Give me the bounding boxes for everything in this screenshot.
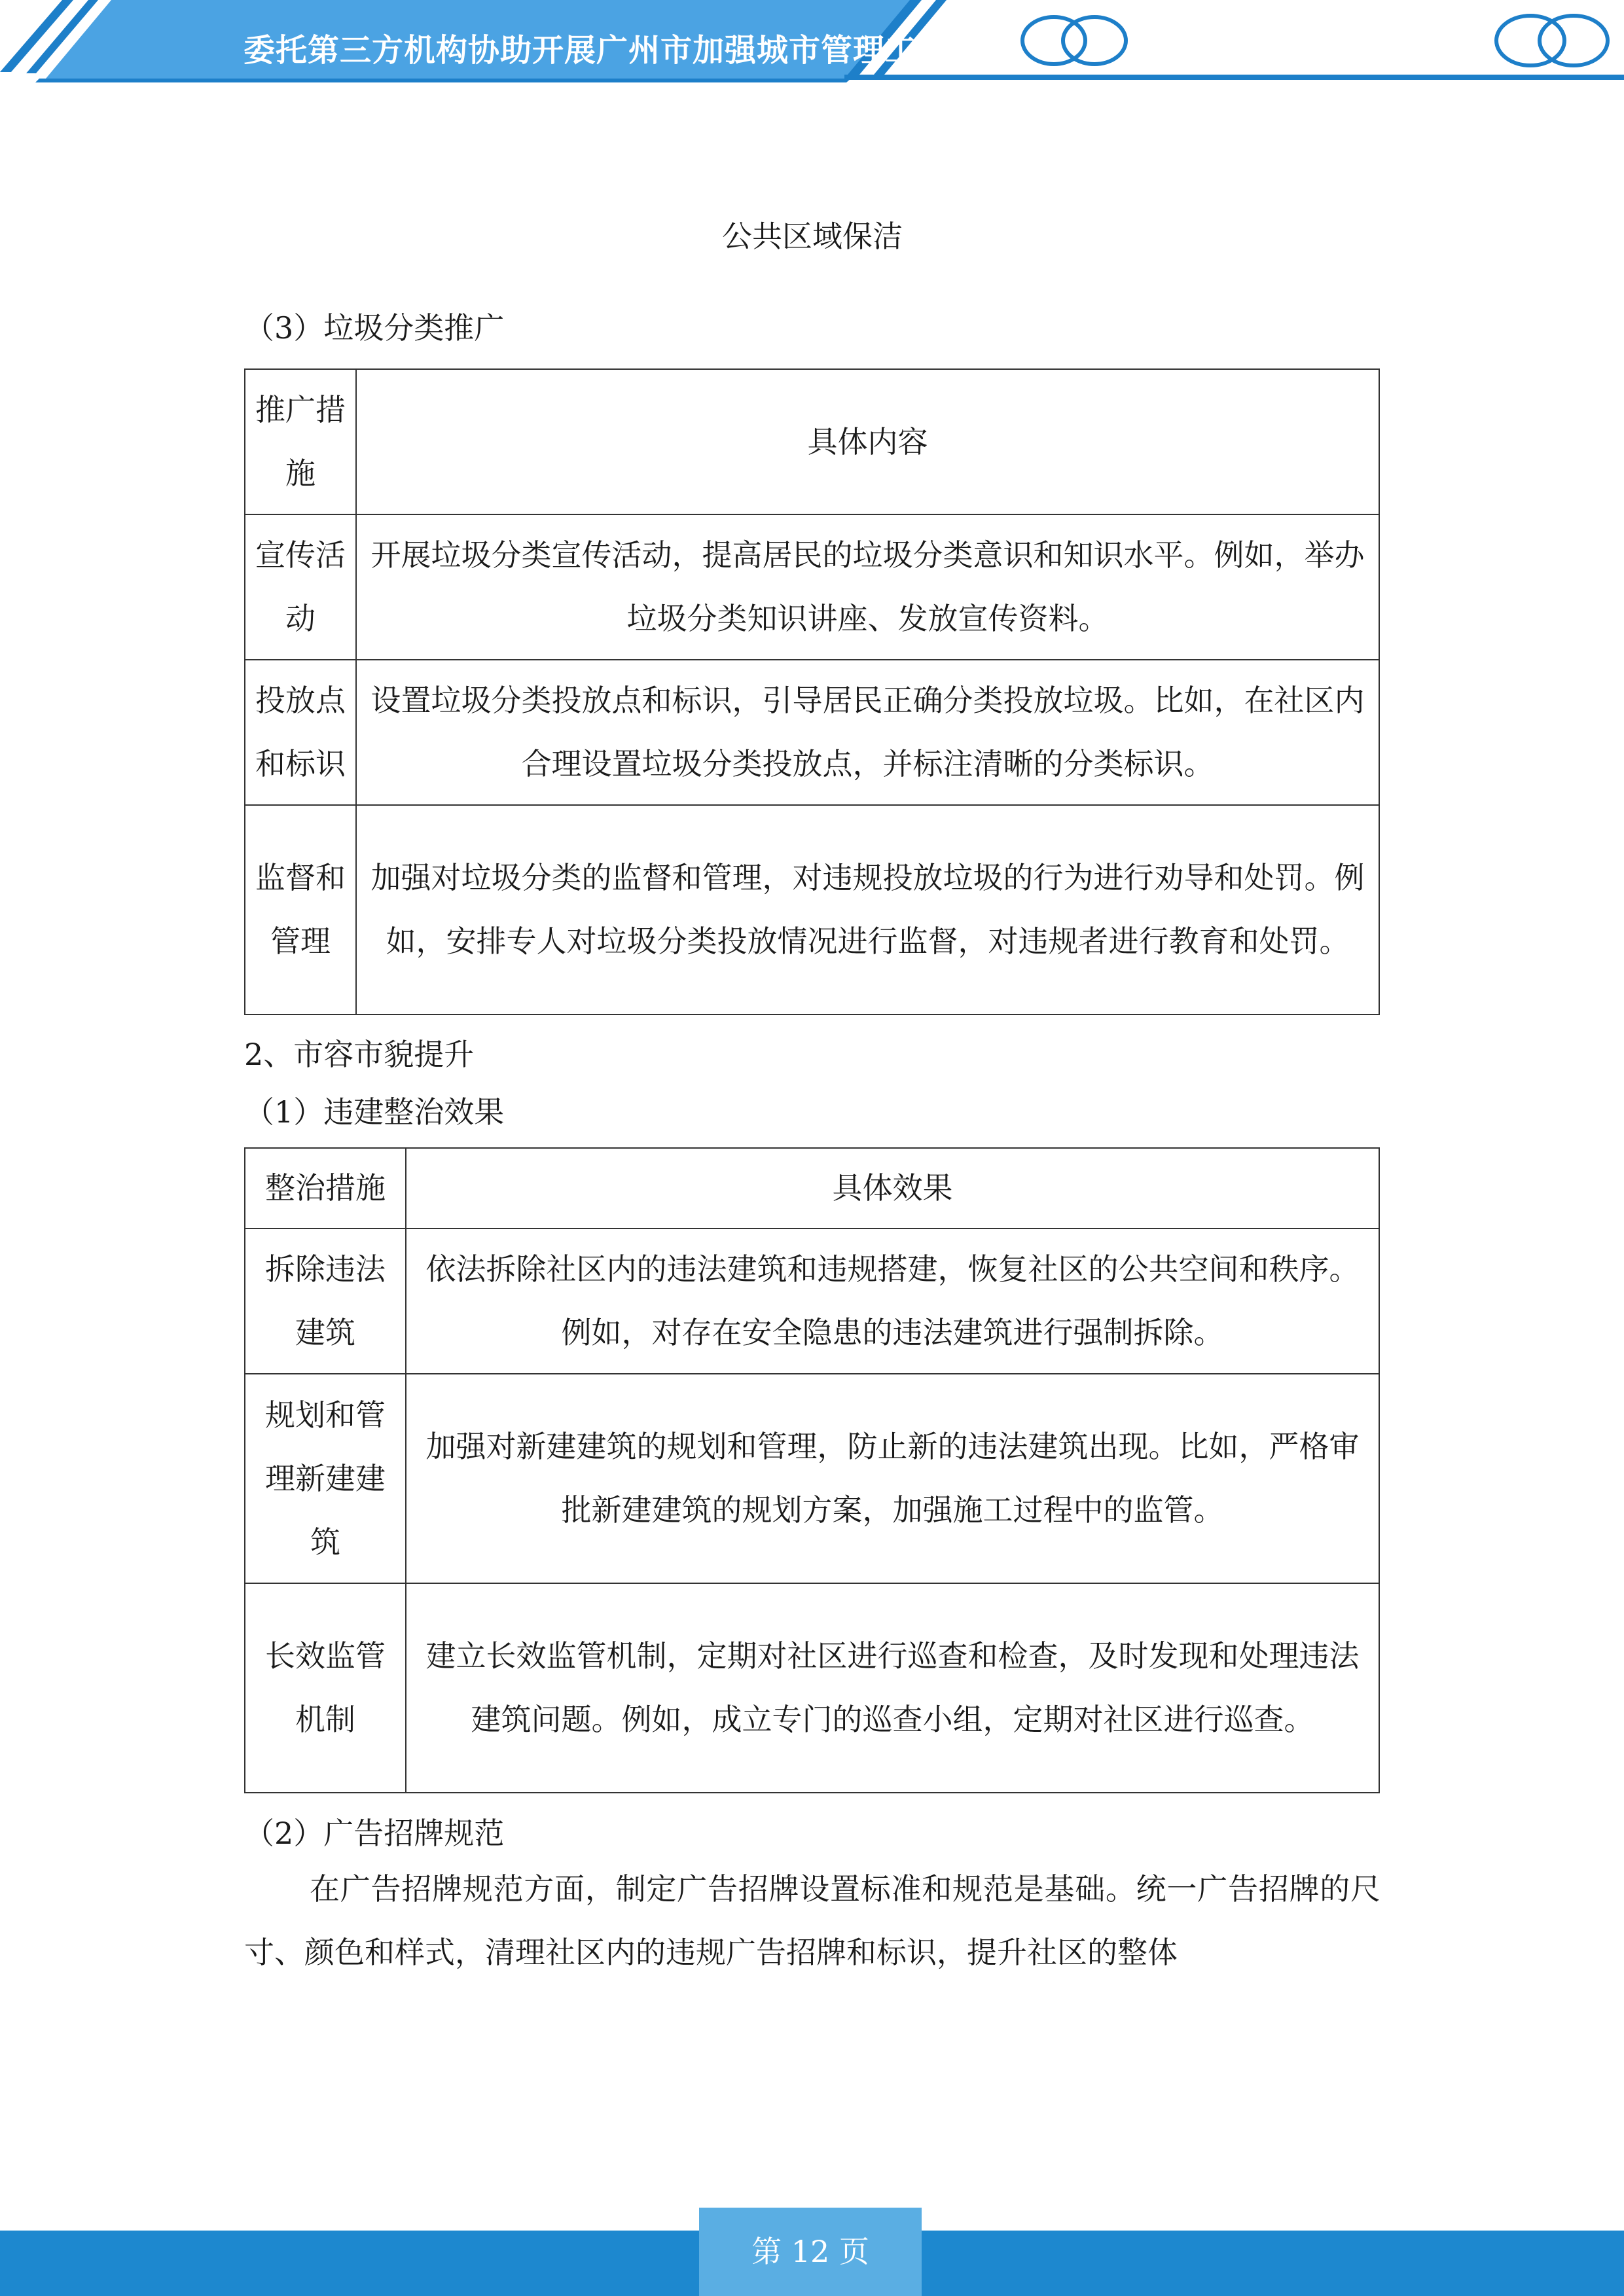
table-row — [245, 660, 1379, 805]
row-measure: 投放点和标识 — [245, 660, 356, 805]
table-row — [245, 1229, 1379, 1374]
table-row — [245, 805, 1379, 1014]
page-number: 第 12 页 — [699, 2208, 922, 2296]
table-header-row — [245, 1148, 1379, 1229]
row-measure: 监督和管理 — [245, 805, 356, 1014]
illegal-building-table — [244, 1147, 1380, 1793]
header-title: 委托第三方机构协助开展广州市加强城市管理工作 — [244, 32, 950, 69]
column-header-effect: 具体效果 — [406, 1148, 1379, 1229]
section-heading-waste: （3）垃圾分类推广 — [244, 310, 505, 346]
column-header-measure: 推广措施 — [245, 369, 356, 514]
row-measure: 长效监管机制 — [245, 1583, 406, 1793]
sub-heading-ad-signs: （2）广告招牌规范 — [244, 1816, 505, 1851]
section-heading-city: 2、市容市貌提升 — [244, 1037, 475, 1072]
row-measure: 拆除违法建筑 — [245, 1229, 406, 1374]
waste-sorting-table — [244, 368, 1380, 1015]
ad-signs-paragraph — [244, 1857, 1380, 1984]
table-caption: 公共区域保洁 — [722, 219, 903, 254]
sub-heading-illegal-buildings: （1）违建整治效果 — [244, 1094, 505, 1130]
row-content: 设置垃圾分类投放点和标识，引导居民正确分类投放垃圾。比如，在社区内合理设置垃圾分类投放点，并标注清晰的分类标识。 — [356, 660, 1379, 805]
row-content: 开展垃圾分类宣传活动，提高居民的垃圾分类意识和知识水平。例如，举办垃圾分类知识讲座、发放宣传资料。 — [356, 514, 1379, 660]
table-header-row — [245, 369, 1379, 514]
row-measure: 宣传活动 — [245, 514, 356, 660]
table-row — [245, 1374, 1379, 1583]
row-content: 加强对新建建筑的规划和管理，防止新的违法建筑出现。比如，严格审批新建建筑的规划方案，加强施工过程中的监管。 — [406, 1374, 1379, 1583]
row-content: 依法拆除社区内的违法建筑和违规搭建，恢复社区的公共空间和秩序。例如，对存在安全隐患的违法建筑进行强制拆除。 — [406, 1229, 1379, 1374]
column-header-content: 具体内容 — [356, 369, 1379, 514]
table-row — [245, 514, 1379, 660]
page-header — [0, 0, 1624, 85]
row-content: 建立长效监管机制，定期对社区进行巡查和检查，及时发现和处理违法建筑问题。例如，成立专门的巡查小组，定期对社区进行巡查。 — [406, 1583, 1379, 1793]
corner-logo-rings-icon — [1496, 16, 1608, 65]
table-row — [245, 1583, 1379, 1793]
row-measure: 规划和管理新建建筑 — [245, 1374, 406, 1583]
column-header-measure: 整治措施 — [245, 1148, 406, 1229]
paragraph-text: 在广告招牌规范方面，制定广告招牌设置标准和规范是基础。统一广告招牌的尺寸、颜色和样式，清理社区内的违规广告招牌和标识，提升社区的整体 — [244, 1871, 1380, 1970]
row-content: 加强对垃圾分类的监督和管理，对违规投放垃圾的行为进行劝导和处罚。例如，安排专人对垃圾分类投放情况进行监督，对违规者进行教育和处罚。 — [356, 805, 1379, 1014]
